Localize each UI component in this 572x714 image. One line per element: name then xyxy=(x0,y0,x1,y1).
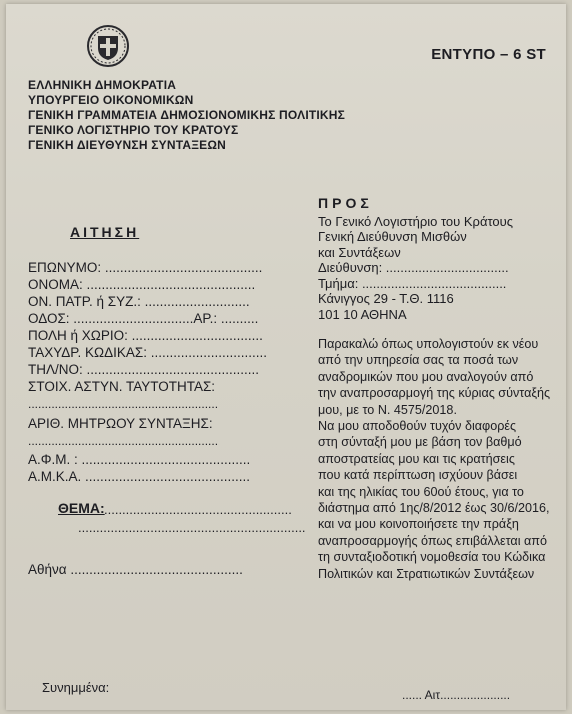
form-page xyxy=(6,4,566,710)
request-line: Πολιτικών και Στρατιωτικών Συντάξεων xyxy=(318,566,535,581)
id-card-label: ΣΤΟΙΧ. ΑΣΤΥΝ. ΤΑΥΤΟΤΗΤΑΣ: xyxy=(28,379,216,394)
request-line: μου, με το Ν. 4575/2018. xyxy=(318,402,457,417)
form-code: ΕΝΤΥΠΟ – 6 ST xyxy=(431,46,546,63)
header-line: ΓΕΝΙΚΗ ΓΡΑΜΜΑΤΕΙΑ ΔΗΜΟΣΙΟΝΟΜΙΚΗΣ ΠΟΛΙΤΙΚΗΣ xyxy=(28,108,346,122)
afm-field[interactable]: Α.Φ.Μ. : ............................................. xyxy=(28,452,251,467)
request-line: αναδρομικών που μου αναλογούν από xyxy=(318,369,534,384)
request-text xyxy=(318,336,568,582)
request-line: από την υπηρεσία σας τα ποσά των xyxy=(318,353,519,368)
request-line: αναπροσαρμογής όπως επιβάλλεται από xyxy=(318,533,547,548)
address-line: 101 10 ΑΘΗΝΑ xyxy=(318,306,407,322)
amka-field[interactable]: Α.Μ.Κ.Α. ............................................ xyxy=(28,469,251,484)
attachments-label: Συνημμένα: xyxy=(42,680,110,695)
request-line: αποστρατείας μου και τις κρατήσεις xyxy=(318,451,515,466)
theme-field-continued[interactable]: ............................................................... xyxy=(78,520,306,535)
application-title: ΑΙΤΗΣΗ xyxy=(70,224,140,240)
address-line: Το Γενικό Λογιστήριο του Κράτους xyxy=(318,213,514,229)
directorate-field[interactable]: Διεύθυνση: .................................. xyxy=(318,260,509,275)
header-line: ΥΠΟΥΡΓΕΙΟ ΟΙΚΟΝΟΜΙΚΩΝ xyxy=(28,93,194,107)
name-field[interactable]: ΟΝΟΜΑ: ............................................. xyxy=(28,277,256,292)
phone-field[interactable]: ΤΗΛ/ΝΟ: .............................................. xyxy=(28,362,260,377)
theme-label: ΘΕΜΑ: xyxy=(58,500,105,516)
request-line: και της ηλικίας του 60ού έτους, για το xyxy=(318,484,524,499)
pension-reg-label: ΑΡΙΘ. ΜΗΤΡΩΟΥ ΣΥΝΤΑΞΗΣ: xyxy=(28,416,213,431)
place-date-field[interactable]: Αθήνα .............................................. xyxy=(28,562,243,577)
request-line: την αναπροσαρμογή της κύριας σύνταξής xyxy=(318,386,551,401)
recipient-address xyxy=(318,214,568,323)
issuer-header xyxy=(28,78,345,153)
fathers-name-field[interactable]: ΟΝ. ΠΑΤΡ. ή ΣΥΖ.: ............................ xyxy=(28,294,250,309)
surname-field[interactable]: ΕΠΩΝΥΜΟ: .......................................... xyxy=(28,260,263,275)
request-line: και να μου κοινοποιήσετε την πράξη xyxy=(318,517,519,532)
city-field[interactable]: ΠΟΛΗ ή ΧΩΡΙΟ: ................................... xyxy=(28,328,263,343)
request-line: διάστημα από 1ης/8/2012 έως 30/6/2016, xyxy=(318,501,550,516)
request-line: τη συνταξιοδοτική νομοθεσία του Κώδικα xyxy=(318,550,546,565)
request-line: που κατά περίπτωση ισχύουν βάσει xyxy=(318,468,518,483)
greek-coat-of-arms-icon xyxy=(86,24,130,68)
street-field[interactable]: ΟΔΟΣ: ................................ΑΡ.: .......... xyxy=(28,311,259,326)
department-field[interactable]: Τμήμα: ........................................ xyxy=(318,275,507,291)
postcode-field[interactable]: ΤΑΧΥΔΡ. ΚΩΔΙΚΑΣ: ............................... xyxy=(28,345,268,360)
id-card-field[interactable]: ......................................................... xyxy=(28,397,219,411)
address-line: Γενική Διεύθυνση Μισθών xyxy=(318,229,467,244)
theme-field[interactable]: .................................................... xyxy=(104,502,292,517)
address-line: και Συντάξεων xyxy=(318,244,401,260)
header-line: ΕΛΛΗΝΙΚΗ ΔΗΜΟΚΡΑΤΙΑ xyxy=(28,78,177,92)
header-line: ΓΕΝΙΚΟ ΛΟΓΙΣΤΗΡΙΟ ΤΟΥ ΚΡΑΤΟΥΣ xyxy=(28,123,239,137)
request-line: στη σύνταξή μου με βάση τον βαθμό xyxy=(318,435,522,450)
request-line: Να μου αποδοθούν τυχόν διαφορές xyxy=(318,419,517,434)
pension-reg-field[interactable]: ......................................................... xyxy=(28,434,219,448)
header-line: ΓΕΝΙΚΗ ΔΙΕΥΘΥΝΣΗ ΣΥΝΤΑΞΕΩΝ xyxy=(28,138,227,152)
signature-field[interactable]: ...... Αιτ..................... xyxy=(402,688,511,702)
recipient-block xyxy=(318,196,568,582)
address-line: Κάνιγγος 29 - Τ.Θ. 1116 xyxy=(318,291,454,306)
request-line: Παρακαλώ όπως υπολογιστούν εκ νέου xyxy=(318,337,539,351)
to-label: ΠΡΟΣ xyxy=(318,195,373,211)
